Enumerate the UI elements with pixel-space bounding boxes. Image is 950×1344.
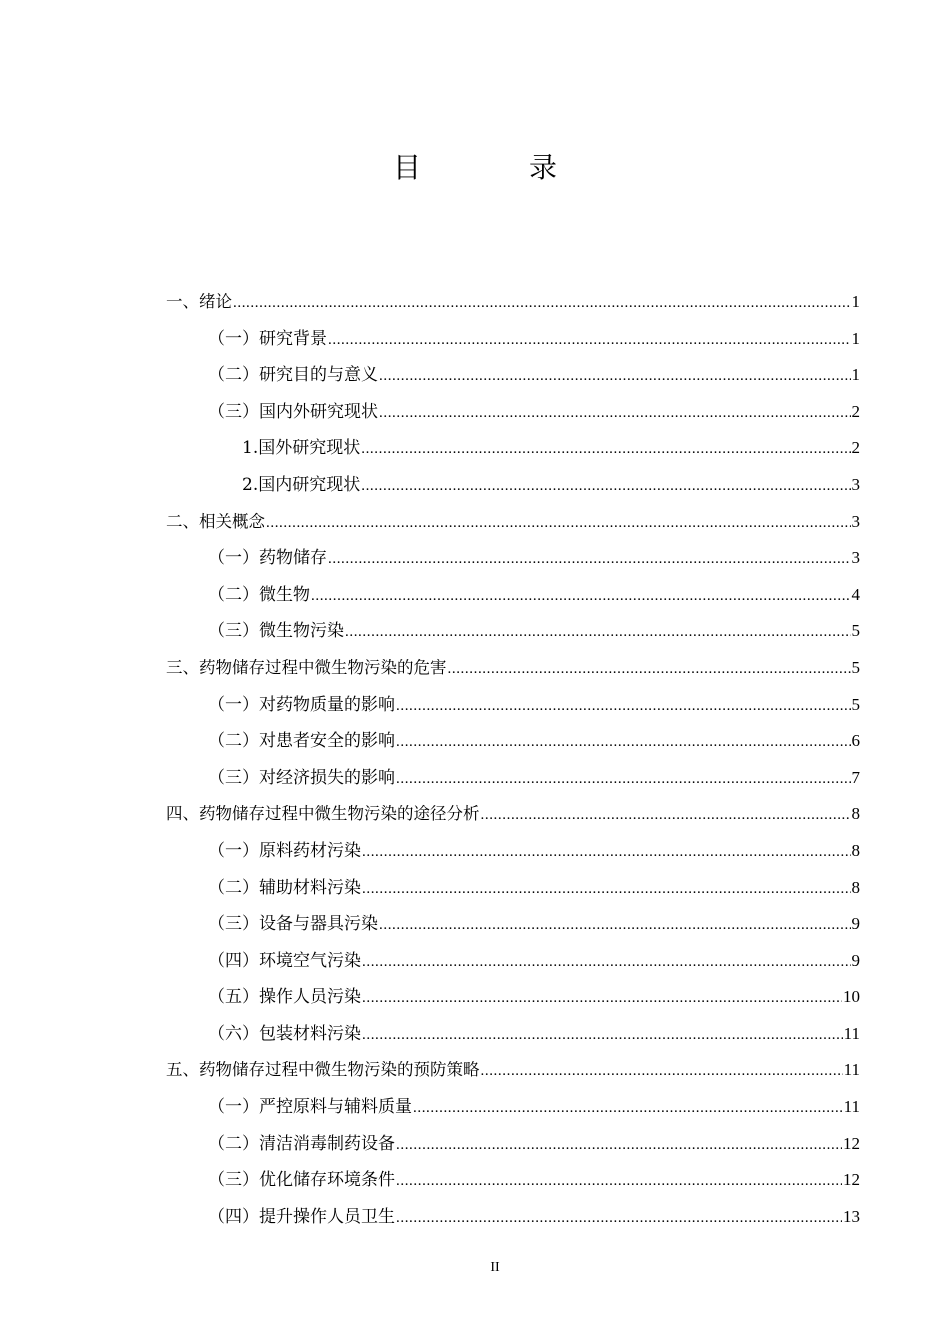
toc-entry-page: 1 [851, 292, 860, 311]
toc-entry-title: 二、相关概念 [166, 511, 265, 531]
toc-entry-page: 8 [851, 840, 860, 860]
toc-entry[interactable] [166, 577, 860, 614]
toc-dot-leader [345, 614, 851, 651]
toc-entry[interactable] [166, 540, 860, 577]
toc-entry-title: （一）对药物质量的影响 [208, 694, 395, 715]
toc-entry[interactable] [166, 1089, 860, 1126]
toc-entry-page: 4 [851, 584, 860, 604]
toc-entry[interactable] [166, 687, 860, 724]
toc-dot-leader [481, 1053, 843, 1090]
toc-entry[interactable] [166, 1199, 860, 1236]
toc-entry-page: 6 [851, 731, 860, 751]
toc-entry-title: 2.国内研究现状 [242, 474, 361, 495]
toc-entry-title: 四、药物储存过程中微生物污染的途径分析 [166, 804, 480, 824]
toc-entry-title: （四）环境空气污染 [208, 950, 361, 971]
toc-dot-leader [311, 578, 851, 615]
toc-dot-leader [379, 395, 851, 432]
toc-entry-page: 12 [843, 1133, 860, 1153]
toc-entry[interactable] [166, 1162, 860, 1199]
toc-dot-leader [396, 1163, 842, 1200]
toc-dot-leader [396, 688, 851, 725]
toc-entry-title: （四）提升操作人员卫生 [208, 1206, 395, 1227]
toc-entry-page: 11 [843, 1023, 860, 1043]
toc-dot-leader [379, 358, 851, 395]
toc-entry[interactable] [166, 467, 860, 504]
toc-entry-title: （一）原料药材污染 [208, 840, 361, 861]
toc-dot-leader [413, 1090, 843, 1127]
toc-dot-leader [379, 907, 851, 944]
toc-entry[interactable] [166, 321, 860, 358]
toc-entry[interactable] [166, 833, 860, 870]
toc-entry[interactable] [166, 906, 860, 943]
toc-entry-page: 3 [851, 548, 860, 568]
toc-entry-title: 五、药物储存过程中微生物污染的预防策略 [166, 1060, 480, 1080]
toc-entry-title: （二）辅助材料污染 [208, 877, 361, 898]
toc-entry[interactable] [166, 979, 860, 1016]
toc-dot-leader [233, 285, 851, 322]
toc-entry-page: 3 [851, 511, 860, 531]
page-title: 目 录 [392, 151, 597, 184]
toc-entry-page: 2 [851, 401, 860, 421]
toc-entry-page: 12 [843, 1170, 860, 1190]
toc-dot-leader [396, 761, 851, 798]
toc-dot-leader [361, 468, 850, 505]
toc-dot-leader [396, 1200, 842, 1237]
toc-entry-page: 11 [843, 1097, 860, 1117]
toc-dot-leader [328, 541, 851, 578]
toc-entry-page: 11 [843, 1060, 860, 1080]
toc-dot-leader [328, 322, 851, 359]
toc-entry-page: 3 [851, 474, 860, 494]
toc-entry[interactable] [166, 504, 860, 541]
toc-entry-title: （三）微生物污染 [208, 621, 344, 642]
toc-entry[interactable] [166, 723, 860, 760]
toc-entry-page: 5 [851, 621, 860, 641]
toc-entry[interactable] [166, 1126, 860, 1163]
toc-dot-leader [396, 724, 851, 761]
toc-entry-title: 一、绪论 [166, 292, 232, 311]
toc-entry-page: 9 [851, 914, 860, 934]
toc-entry-title: （三）优化储存环境条件 [208, 1170, 395, 1191]
toc-dot-leader [266, 505, 851, 542]
toc-entry-page: 1 [851, 365, 860, 385]
toc-entry-title: （二）研究目的与意义 [208, 365, 378, 386]
toc-entry-page: 8 [851, 804, 860, 824]
toc-entry-page: 13 [843, 1206, 860, 1226]
toc-entry[interactable] [166, 357, 860, 394]
toc-entry[interactable] [166, 943, 860, 980]
toc-entry-title: （三）设备与器具污染 [208, 914, 378, 935]
toc-entry[interactable] [166, 650, 860, 687]
toc-entry-title: （二）清洁消毒制药设备 [208, 1133, 395, 1154]
page-number: II [490, 1260, 500, 1275]
toc-entry-page: 2 [851, 438, 860, 458]
toc-entry-page: 10 [843, 987, 860, 1007]
toc-entry[interactable] [166, 1052, 860, 1089]
toc-dot-leader [481, 797, 851, 834]
toc-entry-title: （六）包装材料污染 [208, 1023, 361, 1044]
toc-dot-leader [362, 834, 851, 871]
toc-dot-leader [448, 651, 851, 688]
toc-dot-leader [362, 980, 842, 1017]
toc-entry-page: 7 [851, 767, 860, 787]
toc-dot-leader [362, 944, 851, 981]
toc-entry-page: 5 [851, 657, 860, 677]
toc-entry-title: 1.国外研究现状 [242, 438, 361, 459]
toc-entry[interactable] [166, 284, 860, 321]
toc-entry-title: （三）对经济损失的影响 [208, 767, 395, 788]
toc-entry[interactable] [166, 613, 860, 650]
toc-entry-page: 9 [851, 950, 860, 970]
toc-dot-leader [396, 1127, 842, 1164]
toc-entry-page: 8 [851, 877, 860, 897]
toc-entry-title: （一）严控原料与辅料质量 [208, 1097, 412, 1118]
toc-entry-title: （一）药物储存 [208, 548, 327, 569]
table-of-contents [166, 284, 860, 1235]
toc-entry[interactable] [166, 796, 860, 833]
toc-entry-page: 1 [851, 328, 860, 348]
toc-entry[interactable] [166, 1016, 860, 1053]
toc-entry[interactable] [166, 760, 860, 797]
toc-entry[interactable] [166, 394, 860, 431]
toc-dot-leader [362, 1017, 843, 1054]
toc-entry-page: 5 [851, 694, 860, 714]
toc-dot-leader [361, 431, 850, 468]
toc-entry-title: （一）研究背景 [208, 328, 327, 349]
toc-entry[interactable] [166, 870, 860, 907]
toc-entry-title: （五）操作人员污染 [208, 987, 361, 1008]
toc-entry-title: （二）对患者安全的影响 [208, 731, 395, 752]
toc-entry-title: 三、药物储存过程中微生物污染的危害 [166, 657, 447, 677]
toc-entry[interactable] [166, 430, 860, 467]
toc-entry-title: （三）国内外研究现状 [208, 401, 378, 422]
toc-entry-title: （二）微生物 [208, 584, 310, 605]
toc-dot-leader [362, 871, 851, 908]
